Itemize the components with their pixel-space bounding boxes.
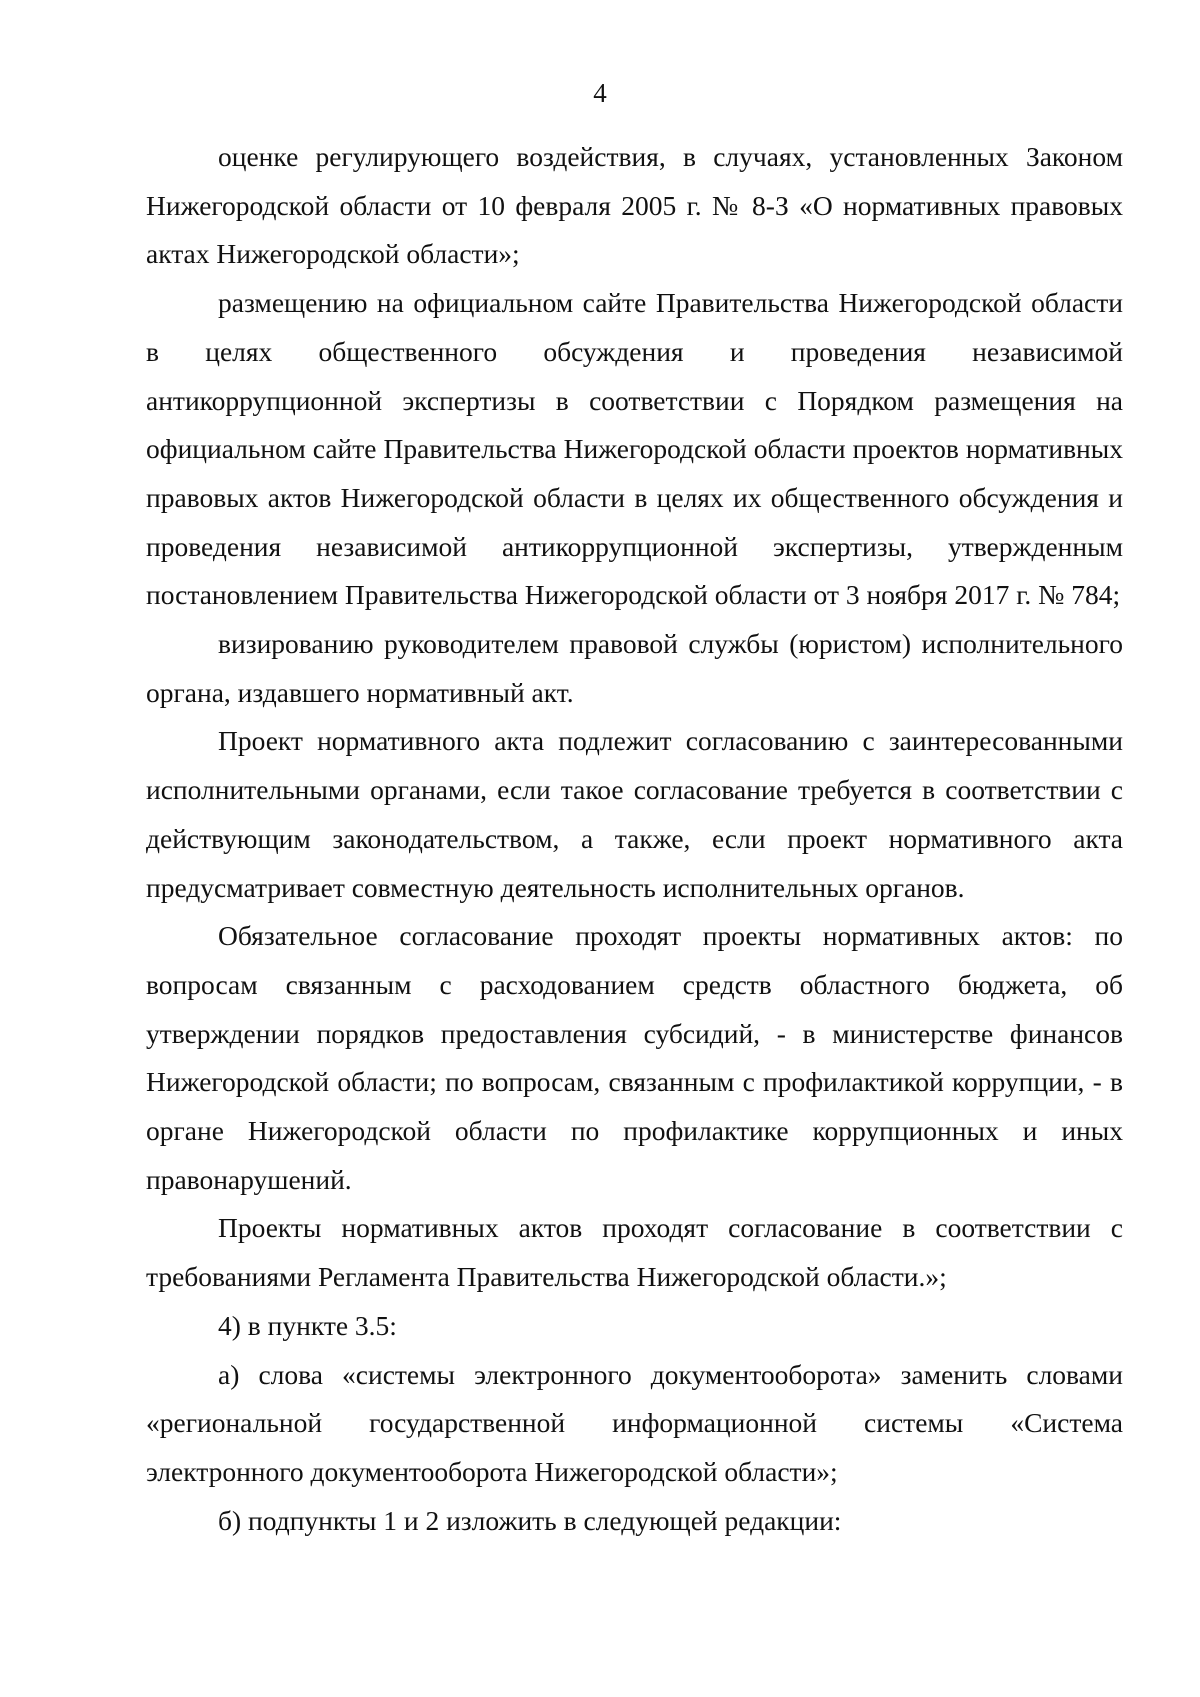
paragraph-item-4: 4) в пункте 3.5: [218,1309,397,1341]
paragraph-item-b: б) подпункты 1 и 2 изложить в следующей редакции: [218,1504,842,1536]
paragraph-website-publication: размещению на официальном сайте Правительства Нижегородской области в целях общественного обсуждения и проведения независимой антикоррупционной экспертизы в соответствии с Порядком размещения на официальном сайте Правительства Нижегородской области проектов нормативных правовых актов Нижегородской области в целях их общественного обсуждения и проведения независимой антикоррупционной экспертизы, утвержденным постановлением Правительства Нижегородской области от 3 ноября 2017 г. № 784; [146,287,1123,611]
paragraph-mandatory-coordination: Обязательное согласование проходят проекты нормативных актов: по вопросам связанным с расходованием средств областного бюджета, об утверждении порядков предоставления субсидий, - в министерстве финансов Нижегородской области; по вопросам, связанным с профилактикой коррупции, - в органе Нижегородской области по профилактике коррупционных и иных правонарушений. [146,920,1123,1195]
paragraph-coordination: Проект нормативного акта подлежит согласованию с заинтересованными исполнительными органами, если такое согласование требуется в соответствии с действующим законодательством, а также, если проект нормативного акта предусматривает совместную деятельность исполнительных органов. [146,725,1123,903]
paragraph-regulation-requirements: Проекты нормативных актов проходят согласование в соответствии с требованиями Регламента Правительства Нижегородской области.»; [146,1212,1123,1293]
paragraph-item-a: а) слова «системы электронного документооборота» заменить словами «региональной государственной информационной системы «Система электронного документооборота Нижегородской области»; [146,1358,1123,1487]
paragraph-legal-visa: визированию руководителем правовой службы (юристом) исполнительного органа, издавшего нормативный акт. [146,628,1123,708]
paragraph-regulatory-impact: оценке регулирующего воздействия, в случаях, установленных Законом Нижегородской области от 10 февраля 2005 г. № 8-З «О нормативных правовых актах Нижегородской области»; [146,141,1123,270]
document-body [146,133,1123,1545]
page-number: 4 [593,78,607,108]
